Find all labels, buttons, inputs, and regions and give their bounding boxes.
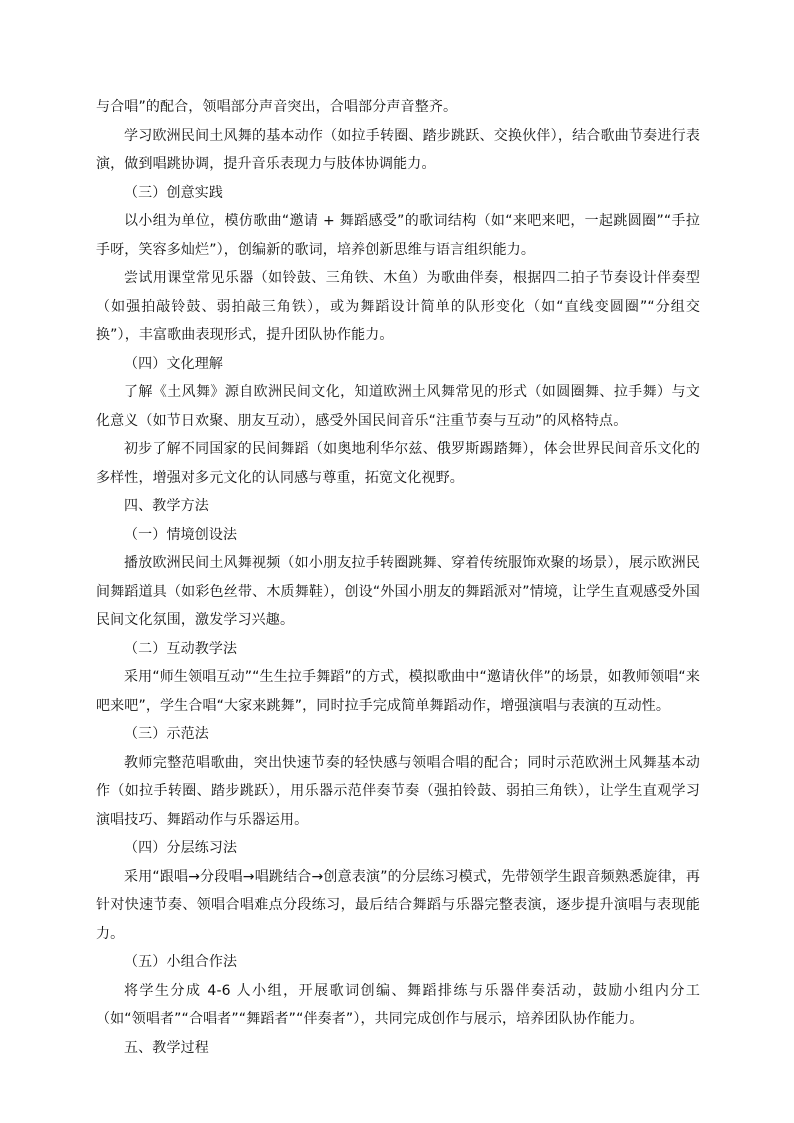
para-instrument-accompaniment: 尝试用课堂常见乐器（如铃鼓、三角铁、木鱼）为歌曲伴奏，根据四二拍子节奏设计伴奏型（如强拍敲铃鼓、弱拍敲三角铁），或为舞蹈设计简单的队形变化（如“直线变圆圈”“分组交换”），丰富歌曲表现形式，提升团队协作能力。 (96, 270, 700, 343)
heading-layered-practice: （四）分层练习法 (124, 840, 238, 856)
para-world-dances: 初步了解不同国家的民间舞蹈（如奥地利华尔兹、俄罗斯踢踏舞），体会世界民间音乐文化的多样性，增强对多元文化的认同感与尊重，拓宽文化视野。 (96, 441, 700, 486)
heading-interactive-method: （二）互动教学法 (124, 640, 238, 657)
heading-group-cooperation: （五）小组合作法 (124, 954, 238, 970)
para-situational: 播放欧洲民间土风舞视频（如小朋友拉手转圈跳舞、穿着传统服饰欢聚的场景），展示欧洲民间舞蹈道具（如彩色丝带、木质舞鞋），创设“外国小朋友的舞蹈派对”情境，让学生直观感受外国民间文化氛围，激发学习兴趣。 (96, 555, 700, 628)
heading-teaching-methods: 四、教学方法 (124, 498, 209, 514)
para-interactive: 采用“师生领唱互动”“生生拉手舞蹈”的方式，模拟歌曲中“邀请伙伴”的场景，如教师领唱“来吧来吧”，学生合唱“大家来跳舞”，同时拉手完成简单舞蹈动作，增强演唱与表演的互动性。 (96, 669, 700, 714)
heading-situational-method: （一）情境创设法 (124, 526, 238, 543)
heading-teaching-process: 五、教学过程 (124, 1039, 209, 1056)
para-demonstration: 教师完整范唱歌曲，突出快速节奏的轻快感与领唱合唱的配合；同时示范欧洲土风舞基本动作（如拉手转圈、踏步跳跃），用乐器示范伴奏节奏（强拍铃鼓、弱拍三角铁），让学生直观学习演唱技巧、舞蹈动作与乐器运用。 (96, 754, 700, 828)
para-lyric-writing: 以小组为单位，模仿歌曲“邀请 + 舞蹈感受”的歌词结构（如“来吧来吧，一起跳圆圈”“手拉手呀，笑容多灿烂”），创编新的歌词，培养创新思维与语言组织能力。 (96, 213, 700, 258)
heading-cultural-understanding: （四）文化理解 (124, 355, 224, 372)
heading-creative-practice: （三）创意实践 (124, 184, 224, 201)
document-body (96, 93, 700, 1062)
para-dance-movements: 学习欧洲民间土风舞的基本动作（如拉手转圈、踏步跳跃、交换伙伴），结合歌曲节奏进行表演，做到唱跳协调，提升音乐表现力与肢体协调能力。 (96, 127, 700, 172)
para-layered: 采用“跟唱→分段唱→唱跳结合→创意表演”的分层练习模式，先带领学生跟音频熟悉旋律，再针对快速节奏、领唱合唱难点分段练习，最后结合舞蹈与乐器完整表演，逐步提升演唱与表现能力。 (96, 868, 700, 942)
para-folk-culture: 了解《土风舞》源自欧洲民间文化，知道欧洲土风舞常见的形式（如圆圈舞、拉手舞）与文化意义（如节日欢聚、朋友互动），感受外国民间音乐“注重节奏与互动”的风格特点。 (96, 384, 700, 429)
heading-demonstration-method: （三）示范法 (124, 726, 209, 742)
para-group: 将学生分成 4-6 人小组，开展歌词创编、舞蹈排练与乐器伴奏活动，鼓励小组内分工（如“领唱者”“合唱者”“舞蹈者”“伴奏者”），共同完成创作与展示，培养团队协作能力。 (96, 982, 700, 1027)
para-continuation: 与合唱”的配合，领唱部分声音突出，合唱部分声音整齐。 (96, 99, 458, 115)
